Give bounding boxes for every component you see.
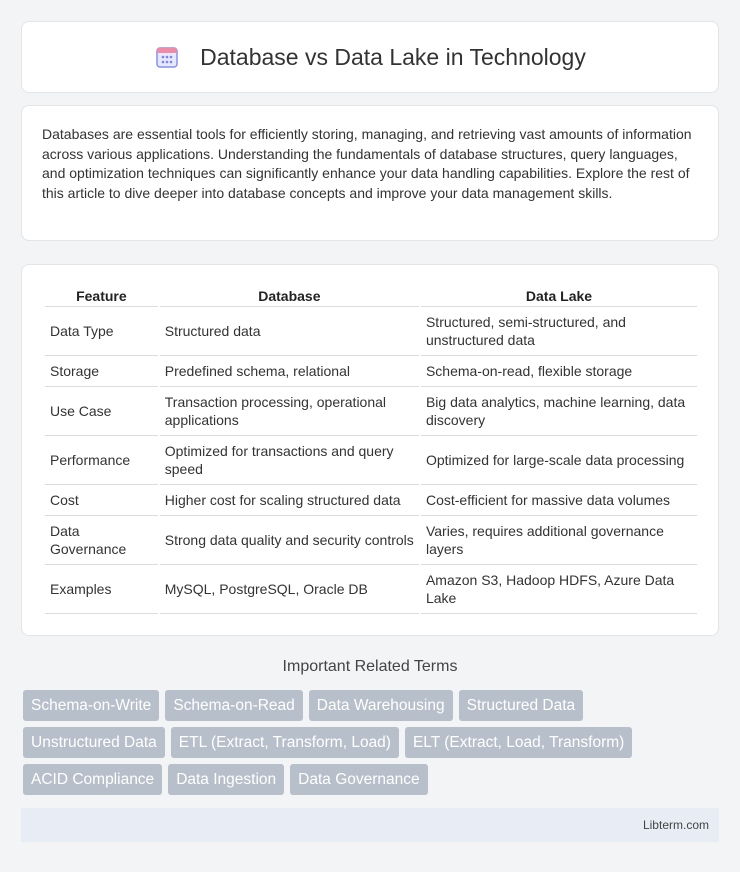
tag-row bbox=[23, 727, 723, 758]
data-lake-cell: Big data analytics, machine learning, data discovery bbox=[421, 387, 697, 436]
tag-elt[interactable]: ELT (Extract, Load, Transform) bbox=[405, 727, 632, 758]
table-row bbox=[45, 565, 697, 614]
tag-etl[interactable]: ETL (Extract, Transform, Load) bbox=[171, 727, 399, 758]
feature-cell: Storage bbox=[45, 356, 158, 387]
feature-cell: Data Governance bbox=[45, 516, 158, 565]
tag-data-warehousing[interactable]: Data Warehousing bbox=[309, 690, 453, 721]
comparison-table-card bbox=[21, 264, 719, 636]
related-terms-title: Important Related Terms bbox=[282, 658, 458, 675]
data-lake-cell: Schema-on-read, flexible storage bbox=[421, 356, 697, 387]
data-lake-cell: Structured, semi-structured, and unstructured data bbox=[421, 307, 697, 356]
related-terms-list bbox=[23, 690, 723, 801]
database-cell: Optimized for transactions and query speed bbox=[160, 436, 419, 485]
feature-cell: Cost bbox=[45, 485, 158, 516]
comparison-table bbox=[43, 285, 699, 614]
header-database: Database bbox=[160, 285, 419, 307]
tag-acid-compliance[interactable]: ACID Compliance bbox=[23, 764, 162, 795]
database-cell: Higher cost for scaling structured data bbox=[160, 485, 419, 516]
database-cell: Strong data quality and security controls bbox=[160, 516, 419, 565]
database-cell: Predefined schema, relational bbox=[160, 356, 419, 387]
table-header-row bbox=[45, 285, 697, 307]
data-lake-cell: Optimized for large-scale data processing bbox=[421, 436, 697, 485]
tag-row bbox=[23, 764, 723, 795]
table-row bbox=[45, 485, 697, 516]
feature-cell: Use Case bbox=[45, 387, 158, 436]
table-row bbox=[45, 356, 697, 387]
header-feature: Feature bbox=[45, 285, 158, 307]
header-card bbox=[21, 21, 719, 93]
tag-schema-on-read[interactable]: Schema-on-Read bbox=[165, 690, 302, 721]
feature-cell: Data Type bbox=[45, 307, 158, 356]
table-row bbox=[45, 436, 697, 485]
tag-data-ingestion[interactable]: Data Ingestion bbox=[168, 764, 284, 795]
feature-cell: Performance bbox=[45, 436, 158, 485]
data-lake-cell: Cost-efficient for massive data volumes bbox=[421, 485, 697, 516]
table-row bbox=[45, 387, 697, 436]
calendar-icon bbox=[154, 44, 180, 70]
feature-cell: Examples bbox=[45, 565, 158, 614]
tag-schema-on-write[interactable]: Schema-on-Write bbox=[23, 690, 159, 721]
data-lake-cell: Varies, requires additional governance layers bbox=[421, 516, 697, 565]
footer-site-link[interactable]: Libterm.com bbox=[642, 818, 709, 832]
table-row bbox=[45, 516, 697, 565]
database-cell: MySQL, PostgreSQL, Oracle DB bbox=[160, 565, 419, 614]
header-data-lake: Data Lake bbox=[421, 285, 697, 307]
tag-structured-data[interactable]: Structured Data bbox=[459, 690, 584, 721]
database-cell: Structured data bbox=[160, 307, 419, 356]
tag-row bbox=[23, 690, 723, 721]
intro-paragraph: Databases are essential tools for efficiently storing, managing, and retrieving vast amounts of information across various applications. Understanding the fundamentals of database structures, query languages, and optimization techniques can significantly enhance your data handling capabilities. Explore the rest of this article to dive deeper into database concepts and improve your data management skills. bbox=[42, 126, 692, 201]
tag-unstructured-data[interactable]: Unstructured Data bbox=[23, 727, 165, 758]
page-title: Database vs Data Lake in Technology bbox=[200, 43, 586, 70]
table-row bbox=[45, 307, 697, 356]
database-cell: Transaction processing, operational applications bbox=[160, 387, 419, 436]
intro-card bbox=[21, 105, 719, 241]
tag-data-governance[interactable]: Data Governance bbox=[290, 764, 428, 795]
footer bbox=[21, 808, 719, 842]
data-lake-cell: Amazon S3, Hadoop HDFS, Azure Data Lake bbox=[421, 565, 697, 614]
